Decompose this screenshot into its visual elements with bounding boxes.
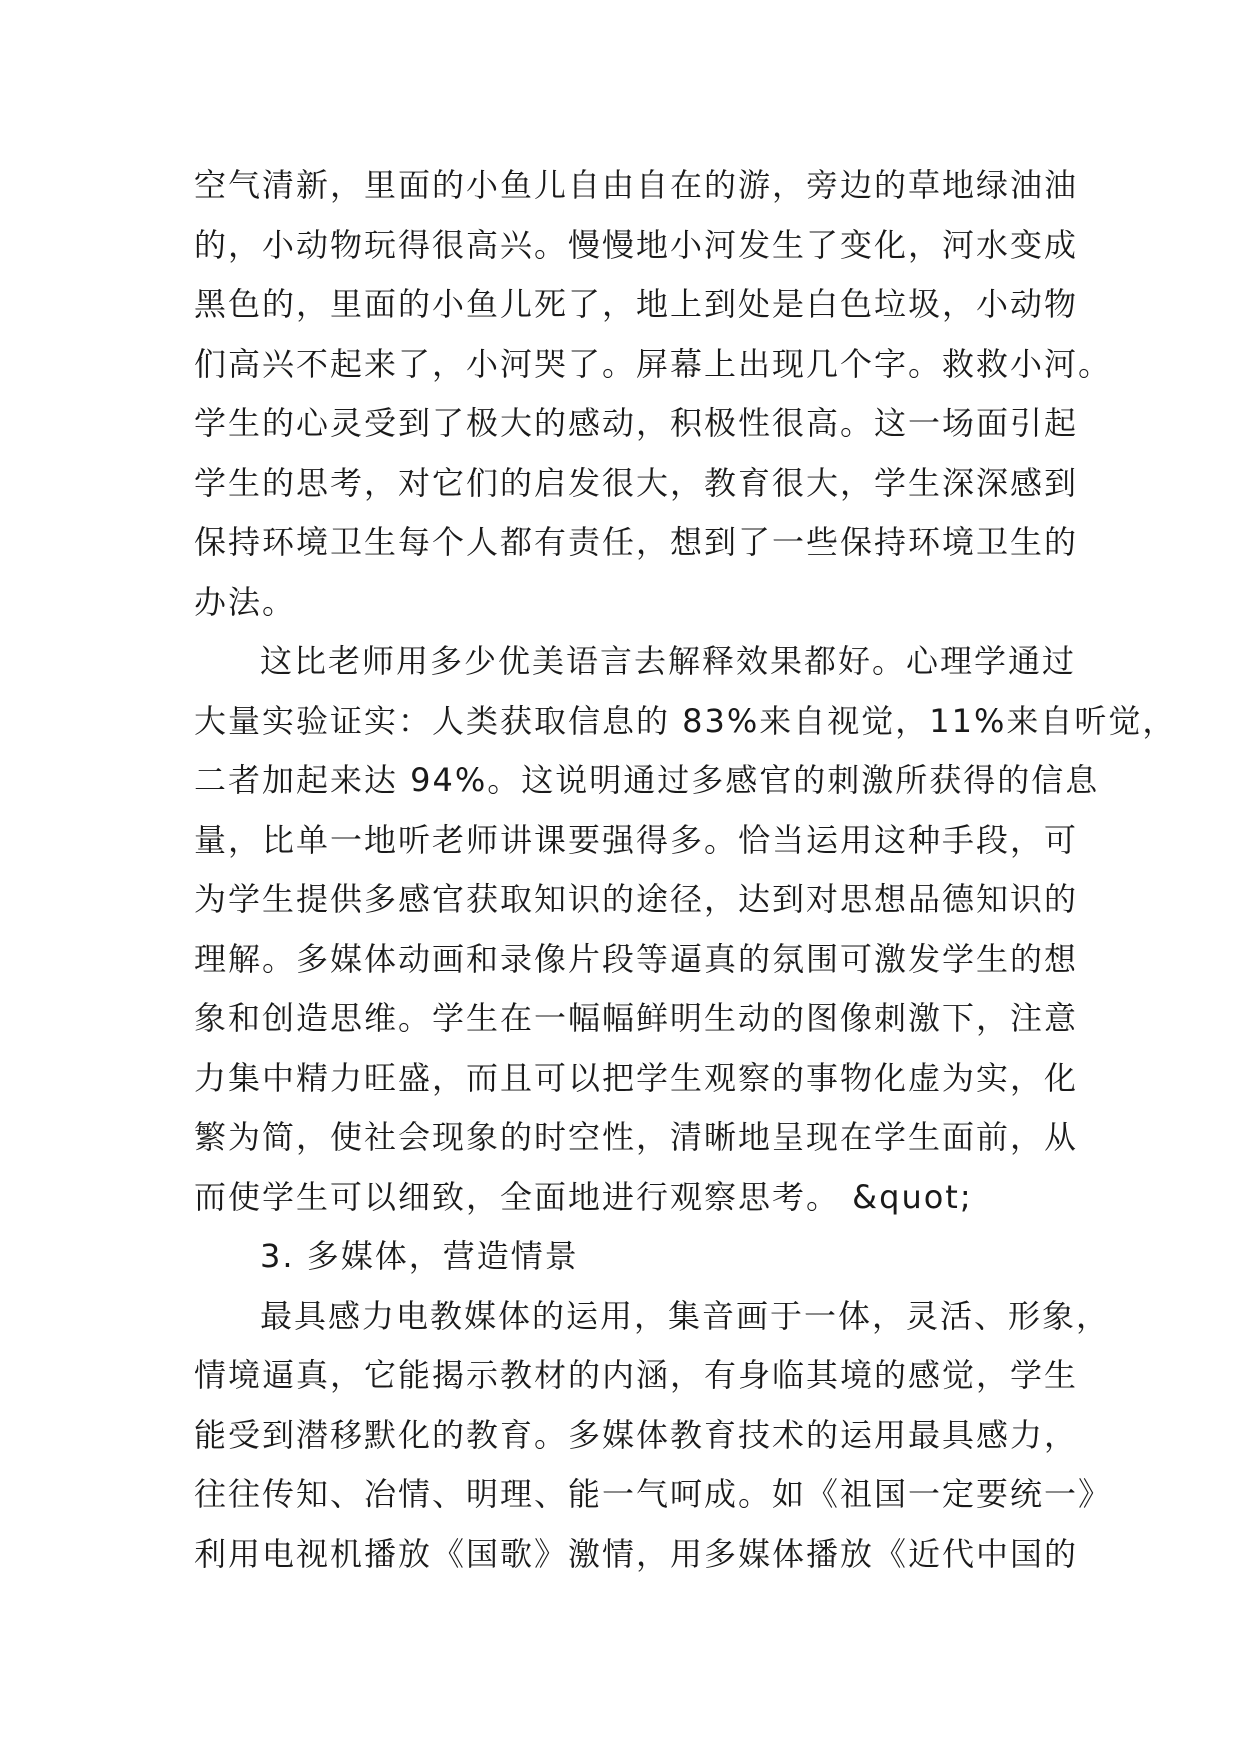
text-line: 们高兴不起来了，小河哭了。屏幕上出现几个字。救救小河。 (194, 344, 1113, 383)
text-line: 理解。多媒体动画和录像片段等逼真的氛围可激发学生的想 (194, 939, 1079, 978)
text-line: 黑色的，里面的小鱼儿死了，地上到处是白色垃圾，小动物 (194, 285, 1079, 323)
text-line: 的，小动物玩得很高兴。慢慢地小河发生了变化，河水变成 (194, 225, 1079, 264)
text-line: 能受到潜移默化的教育。多媒体教育技术的运用最具感力， (194, 1415, 1079, 1454)
text-line: 空气清新，里面的小鱼儿自由自在的游，旁边的草地绿油油 (194, 166, 1079, 204)
text-line: 保持环境卫生每个人都有责任，想到了一些保持环境卫生的 (194, 523, 1079, 561)
text-line: 往往传知、冶情、明理、能一气呵成。如《祖国一定要统一》 (194, 1475, 1113, 1513)
text-line: 而使学生可以细致，全面地进行观察思考。 &quot; (194, 1177, 973, 1216)
body-text (194, 156, 1177, 1584)
text-line: 最具感力电教媒体的运用，集音画于一体，灵活、形象， (260, 1296, 1111, 1335)
text-line: 象和创造思维。学生在一幅幅鲜明生动的图像刺激下，注意 (194, 999, 1079, 1037)
text-line: 学生的思考，对它们的启发很大，教育很大，学生深深感到 (194, 463, 1079, 502)
text-line: 情境逼真，它能揭示教材的内涵，有身临其境的感觉，学生 (194, 1356, 1079, 1394)
text-line: 繁为简，使社会现象的时空性，清晰地呈现在学生面前，从 (194, 1118, 1079, 1156)
text-line: 量，比单一地听老师讲课要强得多。恰当运用这种手段，可 (194, 820, 1079, 859)
text-line: 力集中精力旺盛，而且可以把学生观察的事物化虚为实，化 (194, 1058, 1079, 1097)
section-heading: 3. 多媒体，营造情景 (260, 1237, 579, 1275)
text-line: 学生的心灵受到了极大的感动，积极性很高。这一场面引起 (194, 404, 1079, 442)
text-line: 办法。 (194, 582, 297, 621)
text-line: 为学生提供多感官获取知识的途径，达到对思想品德知识的 (194, 880, 1079, 918)
text-line: 这比老师用多少优美语言去解释效果都好。心理学通过 (260, 642, 1077, 680)
text-line: 利用电视机播放《国歌》激情，用多媒体播放《近代中国的 (194, 1534, 1079, 1573)
text-line: 大量实验证实：人类获取信息的 83%来自视觉，11%来自听觉， (194, 701, 1177, 740)
text-line: 二者加起来达 94%。这说明通过多感官的刺激所获得的信息 (194, 761, 1100, 799)
